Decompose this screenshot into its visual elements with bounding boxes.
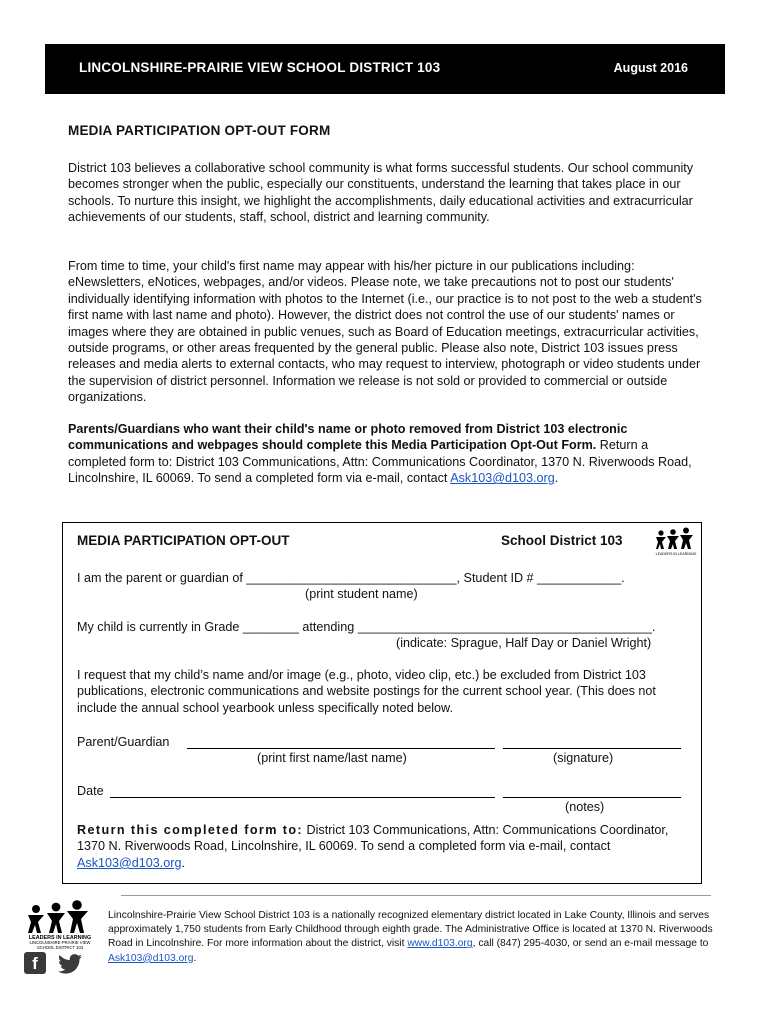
- footer-text: [108, 909, 713, 966]
- optout-heading: MEDIA PARTICIPATION OPT-OUT: [77, 533, 290, 548]
- instructions-bold: Parents/Guardians who want their child's name or photo removed from District 103 electronic communications and webpages should complete this Media Participation Opt-Out Form.: [68, 422, 628, 453]
- logo-text-2: LINCOLNSHIRE-PRAIRIE VIEW: [29, 940, 91, 945]
- logo-text-1: LEADERS IN LEARNING: [28, 935, 92, 941]
- logo-small-text: LEADERS IN LEARNING: [655, 552, 697, 556]
- notes-line[interactable]: [503, 797, 681, 798]
- header-banner: [45, 44, 725, 94]
- student-name-hint: (print student name): [305, 587, 418, 601]
- return-instructions: [77, 822, 689, 871]
- header-date: August 2016: [613, 61, 688, 75]
- parent-guardian-label: Parent/Guardian: [77, 735, 170, 749]
- return-bold: Return this completed form to:: [77, 823, 304, 837]
- instructions-paragraph: [68, 421, 708, 487]
- request-text: I request that my child’s name and/or image (e.g., photo, video clip, etc.) be excluded from District 103 publications, electronic communications and website postings for the current school year. (This does not include the annual school yearbook unless specifically noted below.: [77, 668, 656, 715]
- instructions-text: Return a completed form to: District 103 Communications, Attn: Communications Coordinator, 1370 N. Riverwoods Road, Lincolnshire, IL 60069. To send a completed form via e-mail, contact: [68, 438, 692, 486]
- footer-divider: [121, 895, 711, 896]
- parent-name-line[interactable]: [187, 748, 495, 749]
- twitter-icon[interactable]: [56, 954, 84, 974]
- instructions-end: .: [554, 471, 559, 486]
- leaders-in-learning-logo: [22, 900, 98, 950]
- signature-line[interactable]: [503, 748, 681, 749]
- footer-text-3: .: [193, 952, 197, 964]
- logo-text-3: SCHOOL DISTRICT 103: [36, 945, 84, 950]
- instructions-email-link[interactable]: Ask103@d103.org: [450, 471, 555, 486]
- optout-form-box: [62, 522, 702, 884]
- date-line[interactable]: [110, 797, 495, 798]
- footer-website-link[interactable]: www.d103.org: [407, 938, 473, 950]
- footer-text-1: Lincolnshire-Prairie View School District 103 is a nationally recognized elementary district located in Lake County, Illinois and serves approximately 1,750 students from Early Childhood through eighth grade. The Administrative Office is located at 1370 N. Riverwoods Road in Lincolnshire. For more information about the district, visit: [108, 910, 713, 950]
- parent-line: I am the parent or guardian of ______________________________, Student ID # ____________.: [77, 571, 625, 585]
- grade-line: My child is currently in Grade ________ attending __________________________________________.: [77, 620, 656, 634]
- publications-paragraph: From time to time, your child's first name may appear with his/her picture in our publications including: eNewsletters, eNotices, webpages, and/or videos. Please note, we take precautions not to post our students' individually identifying information with photos to the Internet (i.e., our practice is to not post to the web a student's first name with last name and photo). However, the district does not control the use of our students' names or images where they are obtained in public venues, such as Board of Education meetings, extracurricular activities, outside programs, or other areas frequented by the general public. Please also note, District 103 issues press releases and media alerts to external contacts, who may request to interview, photograph or video students under the supervision of district personnel. Information we release is not sold or provided to commercial or outside organizations.: [68, 259, 702, 405]
- return-text: District 103 Communications, Attn: Communications Coordinator, 1370 N. Riverwoods Road, Lincolnshire, IL 60069. To send a completed form via e-mail, contact: [77, 823, 669, 854]
- return-end: .: [181, 855, 186, 870]
- leaders-in-learning-logo-small: [653, 527, 699, 557]
- print-name-hint: (print first name/last name): [257, 751, 407, 765]
- footer-text-2: , call (847) 295-4030, or send an e-mail message to: [472, 938, 709, 950]
- intro-paragraph: District 103 believes a collaborative school community is what forms successful students. Our school community becomes stronger when the public, especially our constituents, understand the learning that takes place in our schools. To nurture this insight, we highlight the accomplishments, daily educational activities and extracurricular achievements of our students, staff, school, district and learning community.: [68, 161, 694, 225]
- return-email-link[interactable]: Ask103@d103.org: [77, 855, 182, 870]
- school-hint: (indicate: Sprague, Half Day or Daniel Wright): [396, 636, 652, 650]
- form-title: MEDIA PARTICIPATION OPT-OUT FORM: [68, 123, 331, 138]
- notes-hint: (notes): [565, 800, 605, 814]
- footer-email-link[interactable]: Ask103@d103.org: [108, 952, 194, 964]
- district-label: School District 103: [501, 533, 623, 548]
- district-title: LINCOLNSHIRE-PRAIRIE VIEW SCHOOL DISTRICT 103: [79, 60, 441, 75]
- facebook-icon[interactable]: f: [24, 952, 46, 974]
- date-label: Date: [77, 784, 104, 798]
- signature-hint: (signature): [553, 751, 614, 765]
